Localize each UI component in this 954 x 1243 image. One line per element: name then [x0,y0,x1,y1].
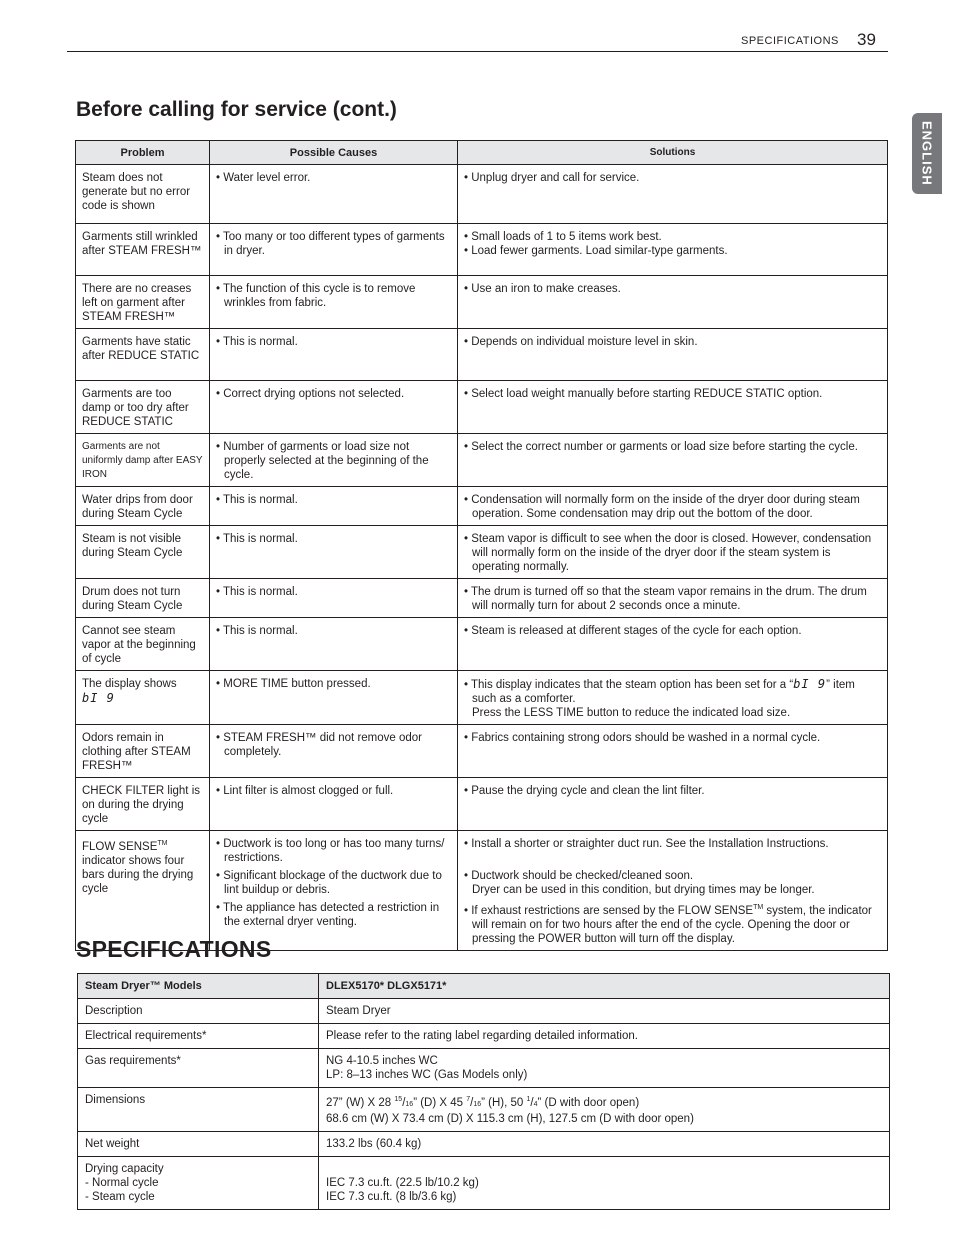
cause-item: • Number of garments or load size not properly selected at the beginning of the cycle. [216,441,429,481]
solution-item: • The drum is turned off so that the steam vapor remains in the drum. The drum will normally turn for about 2 seconds once a minute. [464,586,867,612]
solutions-cell [458,434,888,487]
solutions-cell [458,381,888,434]
table-row [76,487,888,526]
causes-cell [210,487,458,526]
problem-cell [76,671,210,725]
spec-row [78,1088,890,1132]
spec-header-model-numbers: DLEX5170* DLGX5171* [319,974,890,999]
problem-cell: FLOW SENSE™ indicator shows four bars during the drying cycle [76,831,210,951]
problem-cell: Garments are too damp or too dry after REDUCE STATIC [76,381,210,434]
flow-row-group [76,831,888,951]
cause-item: • Too many or too different types of garments in dryer. [216,231,445,257]
spec-header-row [78,974,890,999]
solutions-cell [458,224,888,276]
spec-row [78,999,890,1024]
spec-label: Gas requirements* [78,1049,319,1088]
solution-item: • Select the correct number or garments or load size before starting the cycle. [464,441,858,453]
cause-item: • MORE TIME button pressed. [216,678,371,690]
spec-row [78,1049,890,1088]
table-row [76,579,888,618]
troubleshooting-table [75,140,888,951]
solutions-cell [458,579,888,618]
table-header-row [76,141,888,165]
causes-cell [210,778,458,831]
solution-item: • Ductwork should be checked/cleaned soon. [464,870,694,882]
causes-cell [210,831,458,951]
troubleshooting-title: Before calling for service (cont.) [76,98,397,121]
language-tab-label: ENGLISH [919,121,935,186]
cause-item: • This is normal. [216,494,298,506]
solution-item: • Unplug dryer and call for service. [464,172,640,184]
causes-cell [210,434,458,487]
table-row [76,165,888,224]
table-row [76,618,888,671]
cause-item: • Lint filter is almost clogged or full. [216,785,394,797]
solutions-cell [458,526,888,579]
causes-cell [210,725,458,778]
solution-item: • Use an iron to make creases. [464,283,621,295]
language-tab [912,113,942,194]
table-row [76,778,888,831]
cause-item: • Correct drying options not selected. [216,388,405,400]
solution-item: • If exhaust restrictions are sensed by the FLOW SENSE™ system, the indicator will remain on for two hours after the end of the cycle. Opening the door or pressing the POWER button will turn off the display. [464,904,872,945]
solutions-cell [458,165,888,224]
solution-item: • Install a shorter or straighter duct run. See the Installation Instructions. [464,838,829,850]
cause-item: • The appliance has detected a restriction in the external dryer venting. [216,902,440,928]
trouble-rows-b [76,725,888,831]
spec-value: 133.2 lbs (60.4 kg) [319,1131,890,1156]
solution-item: • This display indicates that the steam option has been set for a “bI 9” item such as a comforter. [464,677,855,705]
spec-row [78,1131,890,1156]
problem-cell: CHECK FILTER light is on during the drying cycle [76,778,210,831]
specifications-title: SPECIFICATIONS [76,936,272,962]
problem-text: The display shows [82,678,177,690]
spec-rows [78,974,890,1088]
table-row [76,526,888,579]
spec-value: 27” (W) X 28 $^{15}$/16” (D) X 45 $^7$/16” (H), 50 $^1$/4” (D with door open) 68.6 cm (W) X 73.4 cm (D) X 115.3 cm (H), 127.5 cm (D with door open) [319,1088,890,1132]
solutions-cell [458,725,888,778]
problem-cell: Steam is not visible during Steam Cycle [76,526,210,579]
causes-cell [210,526,458,579]
table-row [76,434,888,487]
cause-item: • Ductwork is too long or has too many turns/ restrictions. [216,838,445,864]
causes-cell [210,671,458,725]
solutions-cell [458,618,888,671]
solution-item: • Load fewer garments. Load similar-type garments. [464,245,728,257]
solution-item: • Depends on individual moisture level in skin. [464,336,698,348]
header-rule [67,51,888,52]
cause-item: • This is normal. [216,533,298,545]
spec-header-models: Steam Dryer™ Models [78,974,319,999]
header-solutions: Solutions [458,141,888,165]
causes-cell [210,276,458,329]
problem-cell: Drum does not turn during Steam Cycle [76,579,210,618]
table-row [76,381,888,434]
problem-cell: Odors remain in clothing after STEAM FRESH™ [76,725,210,778]
display-row-group [76,671,888,725]
causes-cell [210,329,458,381]
table-row [76,329,888,381]
spec-label: Drying capacity - Normal cycle - Steam cycle [78,1156,319,1209]
table-row [76,276,888,329]
solutions-cell [458,276,888,329]
specifications-table [77,973,890,1210]
spec-value: IEC 7.3 cu.ft. (22.5 lb/10.2 kg) IEC 7.3 cu.ft. (8 lb/3.6 kg) [319,1156,890,1209]
cause-item: • The function of this cycle is to remove wrinkles from fabric. [216,283,416,309]
cause-item: • This is normal. [216,336,298,348]
solutions-cell [458,671,888,725]
solutions-cell [458,329,888,381]
problem-cell: Garments still wrinkled after STEAM FRESH™ [76,224,210,276]
causes-cell [210,381,458,434]
spec-label: Net weight [78,1131,319,1156]
solution-item: • Fabrics containing strong odors should be washed in a normal cycle. [464,732,821,744]
spec-row [78,1156,890,1209]
solution-item-continued: Dryer can be used in this condition, but drying times may be longer. [472,884,815,896]
solution-item: • Small loads of 1 to 5 items work best. [464,231,662,243]
table-row [76,831,888,951]
spec-rows-extra [78,1088,890,1210]
spec-label: Description [78,999,319,1024]
problem-cell: There are no creases left on garment after STEAM FRESH™ [76,276,210,329]
solutions-cell [458,778,888,831]
spec-row [78,1024,890,1049]
causes-cell [210,224,458,276]
solution-item: • Steam vapor is difficult to see when the door is closed. However, condensation will normally form on the inside of the dryer door if the steam system is operating normally. [464,533,872,573]
cause-item: • This is normal. [216,625,298,637]
problem-cell: Steam does not generate but no error code is shown [76,165,210,224]
solution-item: • Steam is released at different stages of the cycle for each option. [464,625,802,637]
header-problem: Problem [76,141,210,165]
problem-cell: Water drips from door during Steam Cycle [76,487,210,526]
solution-item: • Select load weight manually before starting REDUCE STATIC option. [464,388,823,400]
spec-value: NG 4-10.5 inches WC LP: 8–13 inches WC (Gas Models only) [319,1049,890,1088]
header-section-label: SPECIFICATIONS [741,35,839,47]
cause-item: • Water level error. [216,172,311,184]
spec-label: Electrical requirements* [78,1024,319,1049]
causes-cell [210,579,458,618]
solutions-cell [458,831,888,951]
solution-item-continued: Press the LESS TIME button to reduce the indicated load size. [472,707,791,719]
page-number: 39 [857,30,876,49]
table-row [76,725,888,778]
spec-value: Please refer to the rating label regarding detailed information. [319,1024,890,1049]
cause-item: • Significant blockage of the ductwork due to lint buildup or debris. [216,870,442,896]
problem-cell: Garments are not uniformly damp after EASY IRON [76,434,210,487]
solution-item: • Pause the drying cycle and clean the lint filter. [464,785,705,797]
causes-cell [210,618,458,671]
solutions-cell [458,487,888,526]
cause-item: • This is normal. [216,586,298,598]
solution-item: • Condensation will normally form on the inside of the dryer door during steam operation. Some condensation may drip out the bottom of the door. [464,494,860,520]
causes-cell [210,165,458,224]
spec-label: Dimensions [78,1088,319,1132]
display-code: bI 9 [82,691,115,705]
problem-cell: Garments have static after REDUCE STATIC [76,329,210,381]
problem-cell: Cannot see steam vapor at the beginning of cycle [76,618,210,671]
table-row [76,224,888,276]
trouble-rows-a [76,165,888,671]
spec-value: Steam Dryer [319,999,890,1024]
header-causes: Possible Causes [210,141,458,165]
table-row [76,671,888,725]
cause-item: • STEAM FRESH™ did not remove odor completely. [216,732,422,758]
